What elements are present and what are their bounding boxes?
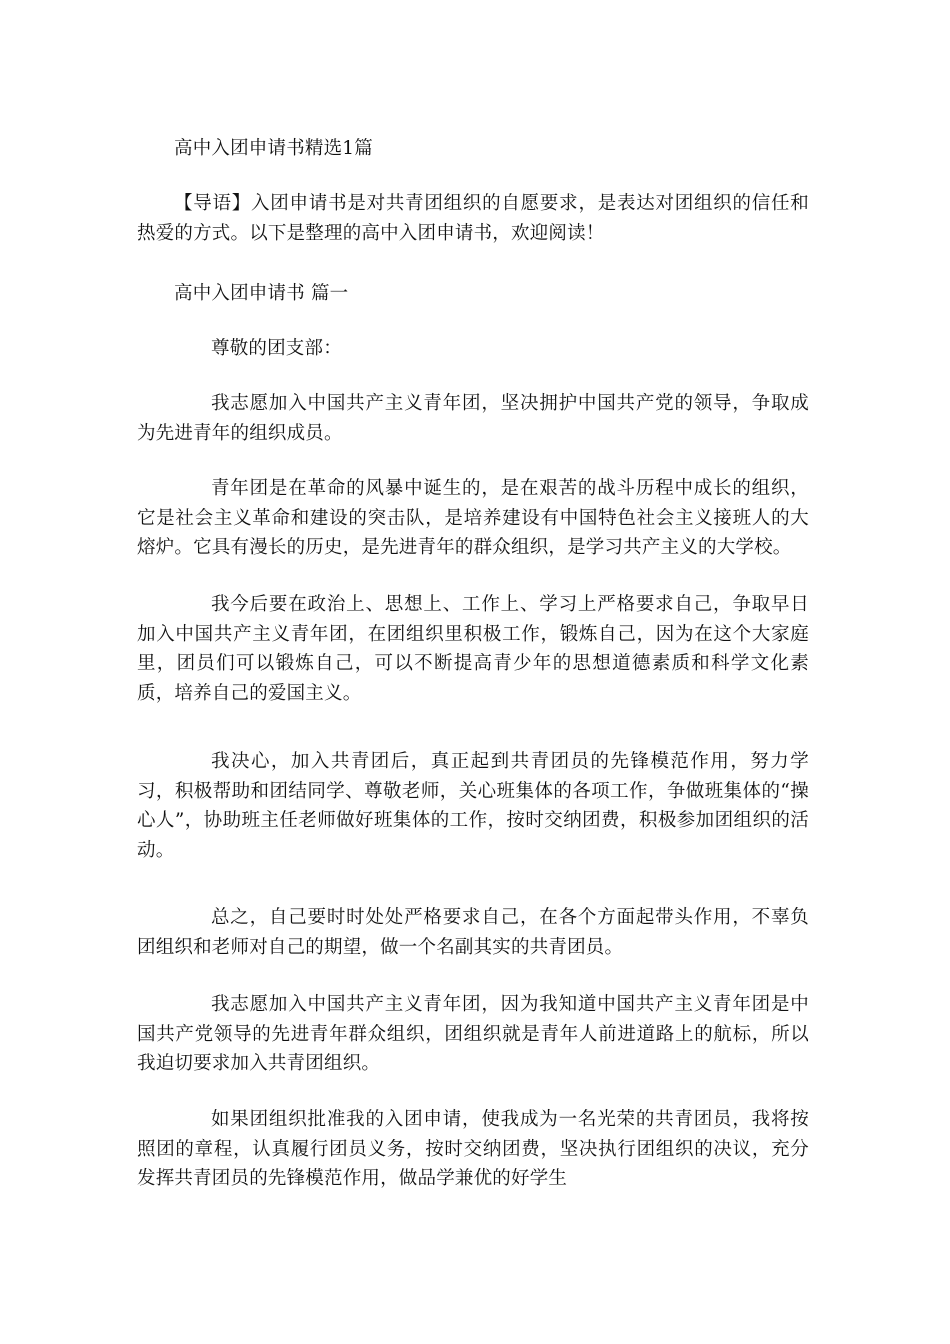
body-paragraph-1: 我志愿加入中国共产主义青年团，坚决拥护中国共产党的领导，争取成为先进青年的组织成员。 [137,393,809,444]
body-paragraph-5: 总之，自己要时时处处严格要求自己，在各个方面起带头作用，不辜负团组织和老师对自己的期望，做一个名副其实的共青团员。 [137,907,809,958]
intro-paragraph: 【导语】入团申请书是对共青团组织的自愿要求，是表达对团组织的信任和热爱的方式。以下是整理的高中入团申请书，欢迎阅读！ [137,193,809,244]
body-paragraph-3: 我今后要在政治上、思想上、工作上、学习上严格要求自己，争取早日加入中国共产主义青年团，在团组织里积极工作，锻炼自己，因为在这个大家庭里，团员们可以锻炼自己，可以不断提高青少年的思想道德素质和科学文化素质，培养自己的爱国主义。 [137,594,809,704]
section-heading: 高中入团申请书 篇一 [174,283,349,304]
salutation: 尊敬的团支部： [211,338,342,359]
body-paragraph-6: 我志愿加入中国共产主义青年团，因为我知道中国共产主义青年团是中国共产党领导的先进青年群众组织，团组织就是青年人前进道路上的航标，所以我迫切要求加入共青团组织。 [137,994,809,1074]
document-title: 高中入团申请书精选1篇 [174,138,373,159]
body-paragraph-4: 我决心，加入共青团后，真正起到共青团员的先锋模范作用，努力学习，积极帮助和团结同学、尊敬老师，关心班集体的各项工作，争做班集体的“操心人”，协助班主任老师做好班集体的工作，按时交纳团费，积极参加团组织的活动。 [137,751,809,861]
body-paragraph-7: 如果团组织批准我的入团申请，使我成为一名光荣的共青团员，我将按照团的章程，认真履行团员义务，按时交纳团费，坚决执行团组织的决议，充分发挥共青团员的先锋模范作用，做品学兼优的好学生 [137,1109,809,1189]
body-paragraph-2: 青年团是在革命的风暴中诞生的，是在艰苦的战斗历程中成长的组织，它是社会主义革命和建设的突击队，是培养建设有中国特色社会主义接班人的大熔炉。它具有漫长的历史，是先进青年的群众组织，是学习共产主义的大学校。 [137,478,809,558]
